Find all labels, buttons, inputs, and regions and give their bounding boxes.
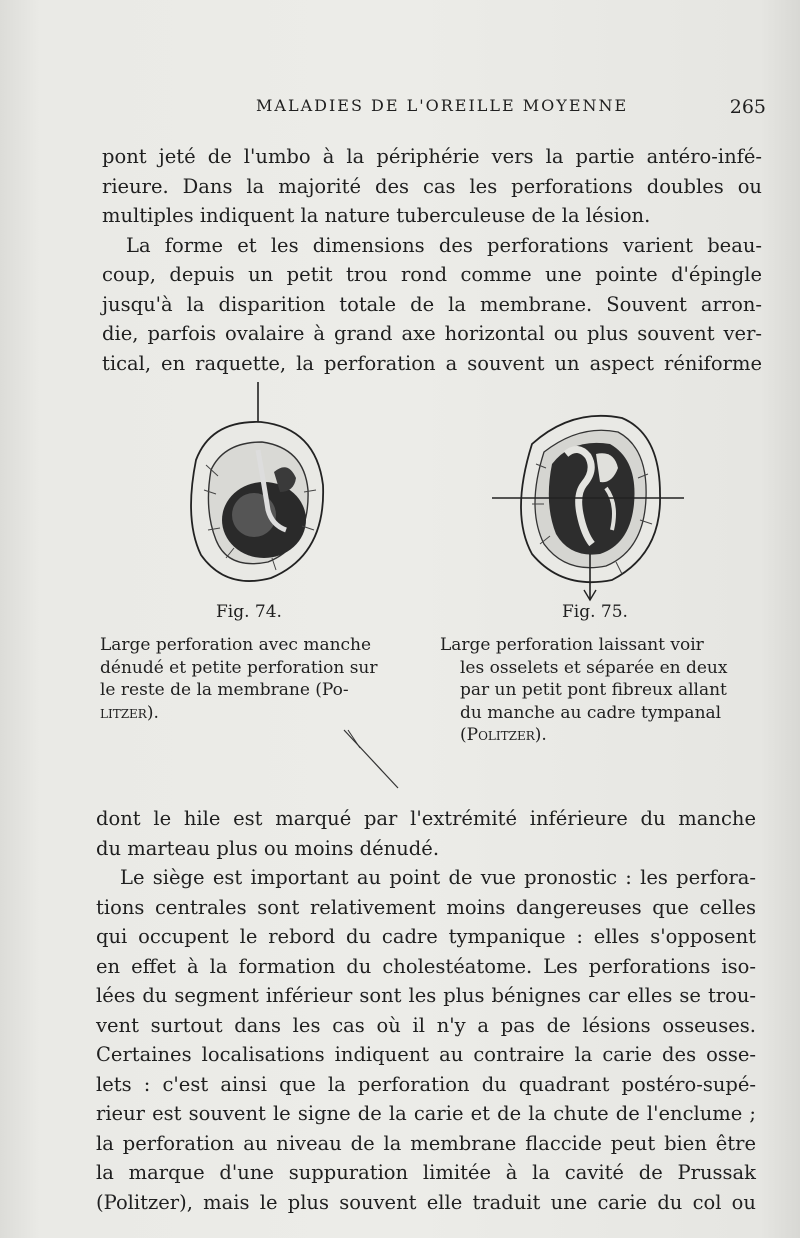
text-line: coup, depuis un petit trou rond comme une pointe d'épingle [102,263,762,286]
caption-line: Large perforation avec manche [100,635,372,655]
caption-line: dénudé et petite perforation sur [100,657,378,678]
caption-line: du manche au cadre tympanal [460,702,722,723]
stray-pencil-mark [338,728,408,798]
text-line: lets : c'est ainsi que la perforation du quadrant postéro-supé- [96,1072,756,1096]
caption-line: litzer). [100,702,159,723]
page-header [96,96,766,124]
caption-line: les osselets et séparée en deux [460,657,728,678]
page-number: 265 [729,96,766,118]
caption-line: le reste de la membrane (Po- [100,680,349,700]
text-line: du marteau plus ou moins dénudé. [96,836,440,860]
text-line: qui occupent le rebord du cadre tympanique : elles s'opposent [96,925,756,948]
text-line: die, parfois ovalaire à grand axe horizontal ou plus souvent ver- [102,322,762,345]
text-line: tions centrales sont relativement moins dangereuses que celles [96,895,756,919]
text-line: dont le hile est marqué par l'extrémité inférieure du manche [96,807,756,830]
paragraph-bottom [96,804,756,1217]
caption-line: Large perforation laissant voir [440,635,704,655]
text-line: (Politzer), mais le plus souvent elle traduit une carie du col ou [96,1190,756,1214]
eardrum-illustration-74 [176,380,336,590]
caption-line: par un petit pont fibreux allant [460,680,727,700]
figure-caption [440,634,727,747]
running-title: MALADIES DE L'OREILLE MOYENNE [256,96,629,115]
text-line: Certaines localisations indiquent au contraire la carie des osse- [96,1043,756,1066]
text-line: vent surtout dans les cas où il n'y a pas de lésions osseuses. [96,1013,756,1037]
text-line: lées du segment inférieur sont les plus bénignes car elles se trou- [96,984,756,1007]
text-line: multiples indiquent la nature tuberculeuse de la lésion. [102,204,651,227]
paragraph-top [102,142,762,378]
text-line: jusqu'à la disparition totale de la membrane. Souvent arron- [102,292,762,316]
text-line: pont jeté de l'umbo à la périphérie vers la partie antéro-infé- [102,145,762,168]
text-line: rieur est souvent le signe de la carie et de la chute de l'enclume ; [96,1102,756,1125]
figure-title: Fig. 74. [216,602,282,622]
text-line: la perforation au niveau de la membrane flaccide peut bien être [96,1131,756,1155]
eardrum-illustration-75 [492,404,692,604]
figure-caption [100,634,378,724]
text-line: tical, en raquette, la perforation a souvent un aspect réniforme [102,351,762,375]
figure-title: Fig. 75. [562,602,628,622]
text-line: la marque d'une suppuration limitée à la cavité de Prussak [96,1161,756,1184]
text-line: Le siège est important au point de vue pronostic : les perfora- [120,866,756,889]
text-line: La forme et les dimensions des perforations varient beau- [126,233,762,257]
caption-line: (Politzer). [460,725,547,745]
text-line: en effet à la formation du cholestéatome. Les perforations iso- [96,954,756,978]
text-line: rieure. Dans la majorité des cas les perforations doubles ou [102,174,762,198]
